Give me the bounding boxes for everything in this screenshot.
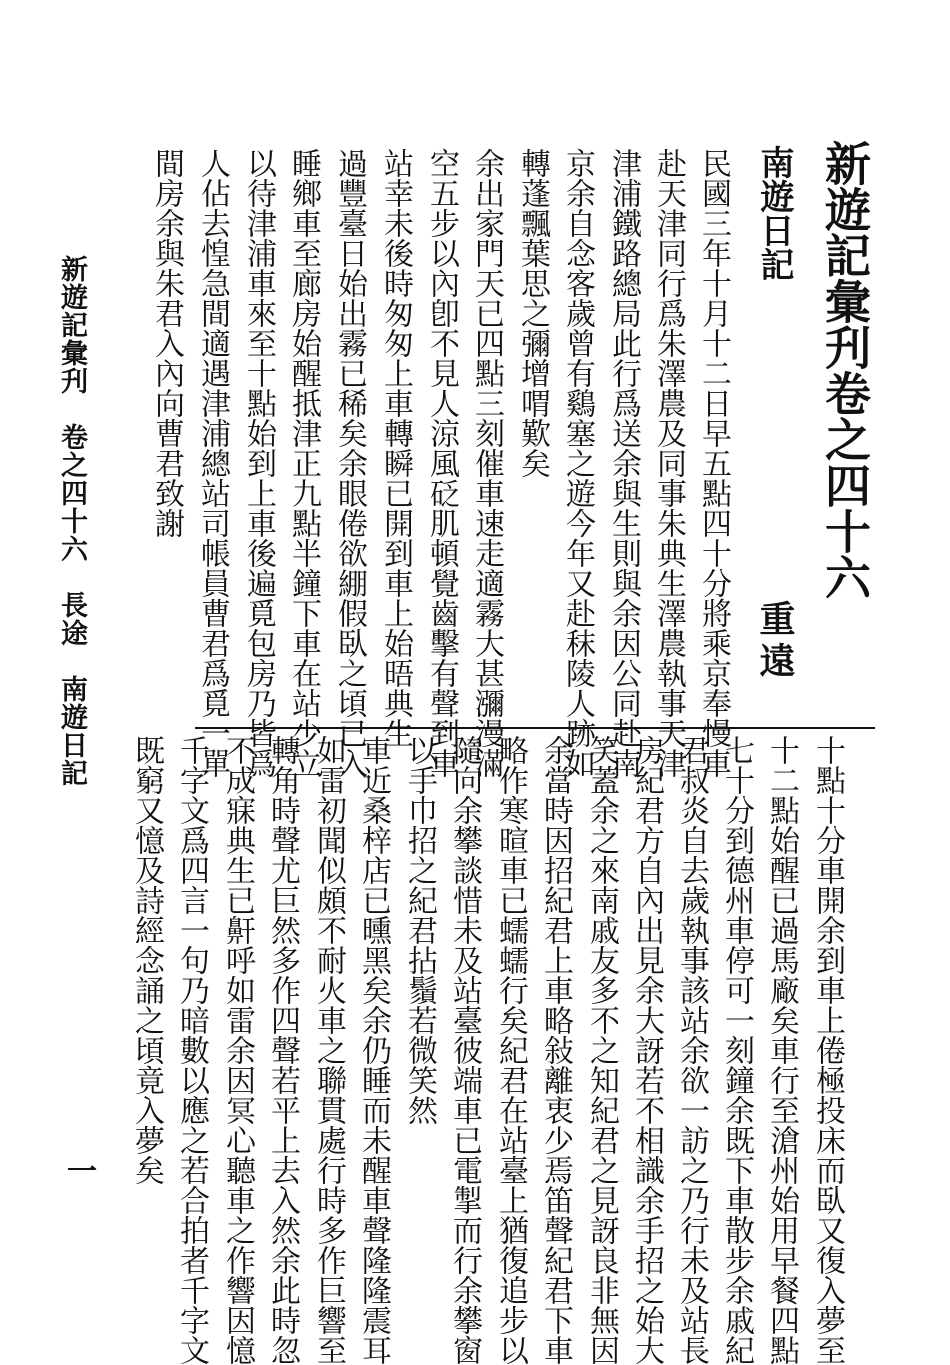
author-name: 重遠: [754, 600, 796, 684]
text-column: 隨向余攀談惜未及站臺彼端車已電掣而行余攀窗: [447, 735, 482, 1365]
text-column: 余當時因招紀君上車略敍離衷少焉笛聲紀君下車: [538, 735, 573, 1365]
text-column: 轉蓬飄葉思之彌增喟歎矣: [515, 148, 550, 478]
text-column: 人佔去惶急間適遇津浦總站司帳員曹君爲覓一單: [195, 148, 230, 778]
text-column: 津浦鐵路總局此行爲送余與生則與余因公同赴南: [606, 148, 641, 778]
text-column: 赴天津同行爲朱澤農及同事朱典生澤農執事天津: [651, 148, 686, 778]
text-column: 車近桑梓店已曛黑矣余仍睡而未醒車聲隆隆震耳: [356, 735, 391, 1365]
section-title: 南遊日記: [754, 145, 794, 281]
book-title: 新遊記彙刋卷之四十六: [818, 140, 872, 600]
text-column: 七十分到德州車停可一刻鐘余既下車散步余戚紀: [719, 735, 754, 1365]
text-column: 余出家門天已四點三刻催車速走適霧大甚瀰漫滿: [469, 148, 504, 778]
text-column: 房紀君方自內出見余大訝若不相識余手招之始大: [629, 735, 664, 1365]
text-column: 以待津浦車來至十點始到上車後遍覓包房乃皆爲: [241, 148, 276, 778]
text-column: 不成寐典生已鼾呼如雷余因冥心聽車之作響因憶: [220, 735, 255, 1365]
text-column: 千字文爲四言一句乃暗數以應之若合拍者千字文: [174, 735, 209, 1365]
text-column: 以手巾招之紀君拈鬚若微笑然: [402, 735, 437, 1125]
text-column: 十二點始醒已過馬廠矣車行至滄州始用早餐四點: [764, 735, 799, 1365]
text-column: 京余自念客歲曾有鷄塞之遊今年又赴秣陵人跡如: [560, 148, 595, 778]
text-column: 略作寒暄車已蠕蠕行矣紀君在站臺上猶復追步以: [493, 735, 528, 1365]
text-column: 過豐臺日始出霧已稀矣余眼倦欲綳假臥之頃已入: [332, 148, 367, 778]
text-column: 笑蓋余之來南戚友多不之知紀君之見訝良非無因: [584, 735, 619, 1365]
text-column: 間房余與朱君入內向曹君致謝: [149, 148, 184, 538]
text-column: 君叔炎自去歲執事該站余欲一訪之乃行未及站長: [674, 735, 709, 1365]
text-column: 民國三年十月十二日早五點四十分將乘京奉慢車: [696, 148, 731, 778]
text-column: 十點十分車開余到車上倦極投床而臥又復入夢至: [810, 735, 845, 1365]
running-head: 新遊記彙刋 卷之四十六 長途 南遊日記: [56, 255, 87, 787]
text-column: 站幸未後時匆匆上車轉瞬已開到車上始晤典生: [378, 148, 413, 748]
text-column: 既窮又憶及詩經念誦之頃竟入夢矣: [129, 735, 164, 1185]
text-column: 轉角時聲尤巨然多作四聲若平上去入然余此時忽: [265, 735, 300, 1365]
horizontal-rule: [195, 727, 875, 729]
text-column: 空五步以內卽不見人涼風砭肌頓覺齒擊有聲到車: [424, 148, 459, 778]
text-column: 睡鄉車至廊房始醒抵津正九點半鐘下車在站少立: [286, 148, 321, 778]
page-number: 一: [61, 1155, 96, 1185]
text-column: 如雷初聞似頗不耐火車之聯貫處行時多作巨響至: [311, 735, 346, 1365]
